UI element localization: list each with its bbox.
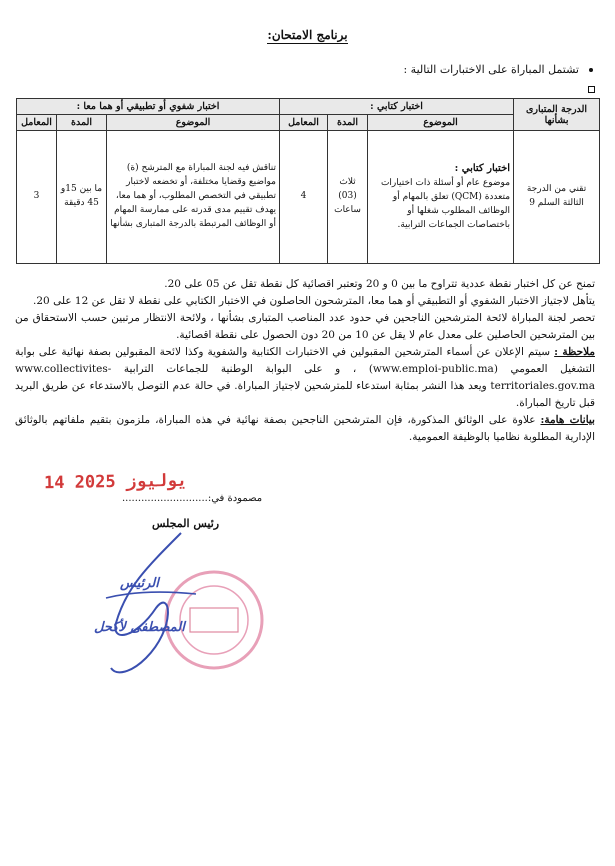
important-label: بيانات هامة: xyxy=(540,414,595,426)
notes-section xyxy=(15,276,595,446)
grade-cell: تقني من الدرجة الثالثة السلم 9 xyxy=(514,131,600,264)
exam-table xyxy=(16,98,600,264)
table-row xyxy=(17,131,600,264)
date-stamp: 14 يوليوز 2025 xyxy=(43,470,188,494)
note-important xyxy=(15,412,595,446)
written-subject-header: الموضوع xyxy=(368,115,514,131)
note-scoring: تمنح عن كل اختبار نقطة عددية تتراوح ما بين 0 و 20 وتعتبر اقصائية كل نقطة تقل عن 05 على 20. xyxy=(164,278,595,290)
president-label: رئيس المجلس xyxy=(152,517,220,530)
written-coef-header: المعامل xyxy=(280,115,328,131)
written-coef-cell: 4 xyxy=(280,131,328,264)
written-subject-title: اختبار كتابي : xyxy=(454,163,511,175)
oral-coef-header: المعامل xyxy=(17,115,57,131)
oral-subject-header: الموضوع xyxy=(107,115,280,131)
written-subject-cell xyxy=(368,131,514,264)
note-qualification: يتأهل لاجتياز الاختبار الشفوي أو التطبيقي أو هما معا، المترشحون الحاصلون في الاختبار الكتابي على نقطة لا تقل عن 12 على 20. xyxy=(33,295,595,307)
oral-duration-cell: ما بين 15و 45 دقيقة xyxy=(57,131,107,264)
place-line: مصمودة في:........................... xyxy=(122,493,263,504)
remark-label: ملاحظة : xyxy=(554,346,595,358)
intro-text: تشتمل المباراة على الاختبارات التالية : xyxy=(403,63,579,76)
written-duration-cell: ثلاث (03) ساعات xyxy=(328,131,368,264)
page-title: برنامج الامتحان: xyxy=(267,28,348,42)
oral-subject-cell: تناقش فيه لجنة المباراة مع المترشح (ة) مواضيع وقضايا مختلفة، أو تخضعه لاختبار تطبيقي في التخصص المطلوب، أو هما معا، يهدف تقييم مدى قدرته على ممارسة المهام أو الوظائف المرتبطة بالدرجة المتبارى بشأنها xyxy=(107,131,280,264)
bullet-dot-icon xyxy=(589,68,593,72)
oral-header: اختبار شفوي أو تطبيقي أو هما معا : xyxy=(17,99,280,115)
written-subject-text: موضوع عام أو أسئلة ذات اختيارات متعددة (QCM) تعلق بالمهام أو الوظائف المطلوب شغلها أو باختصاصات الجماعات الترابية. xyxy=(380,177,511,230)
oral-duration-header: المدة xyxy=(57,115,107,131)
note-ranking: تحصر لجنة المباراة لائحة المترشحين الناجحين في حدود عدد المناصب المتبارى بشأنها ، ولائحة الانتظار مرتبين حسب الاستحقاق من بين المترشحين الحاصلين على معدل عام لا يقل عن 10 من 20 دون الحصول على نقطة اقصائية. xyxy=(15,312,595,341)
oral-coef-cell: 3 xyxy=(17,131,57,264)
bullet-square-icon xyxy=(588,86,595,93)
written-header: اختبار كتابي : xyxy=(280,99,514,115)
important-text: علاوة على الوثائق المذكورة، فإن المترشحين الناجحين بصفة نهائية في هذه المباراة، ملزمون بتقيم ملفاتهم بالوثائق الإدارية المطلوبة نظاميا بالوظيفة العمومية. xyxy=(15,414,595,443)
signature-title: الرئيس xyxy=(120,576,159,591)
remark-text: سيتم الإعلان عن أسماء المترشحين المقبولين في الاختبارات الكتابية والشفوية وكذا لائحة المقبولين بصفة نهائية على بوابة التشغيل العمومي (www.emploi-public.ma) ، و على البوابة الوطنية للجماعات الترابية www.collectivites-territoriales.gov.ma ويعد هذا النشر بمثابة استدعاء للمترشحين لاجتياز المباراة. في حالة عدم التوصل بالاستدعاء عن طريق البريد قبل تاريخ المباراة. xyxy=(15,346,595,409)
signature-name: المصطفى لأكحل xyxy=(94,620,185,635)
note-remark xyxy=(15,344,595,412)
signature-icon xyxy=(86,528,206,678)
written-duration-header: المدة xyxy=(328,115,368,131)
grade-header: الدرجة المتبارى بشأنها xyxy=(514,99,600,131)
